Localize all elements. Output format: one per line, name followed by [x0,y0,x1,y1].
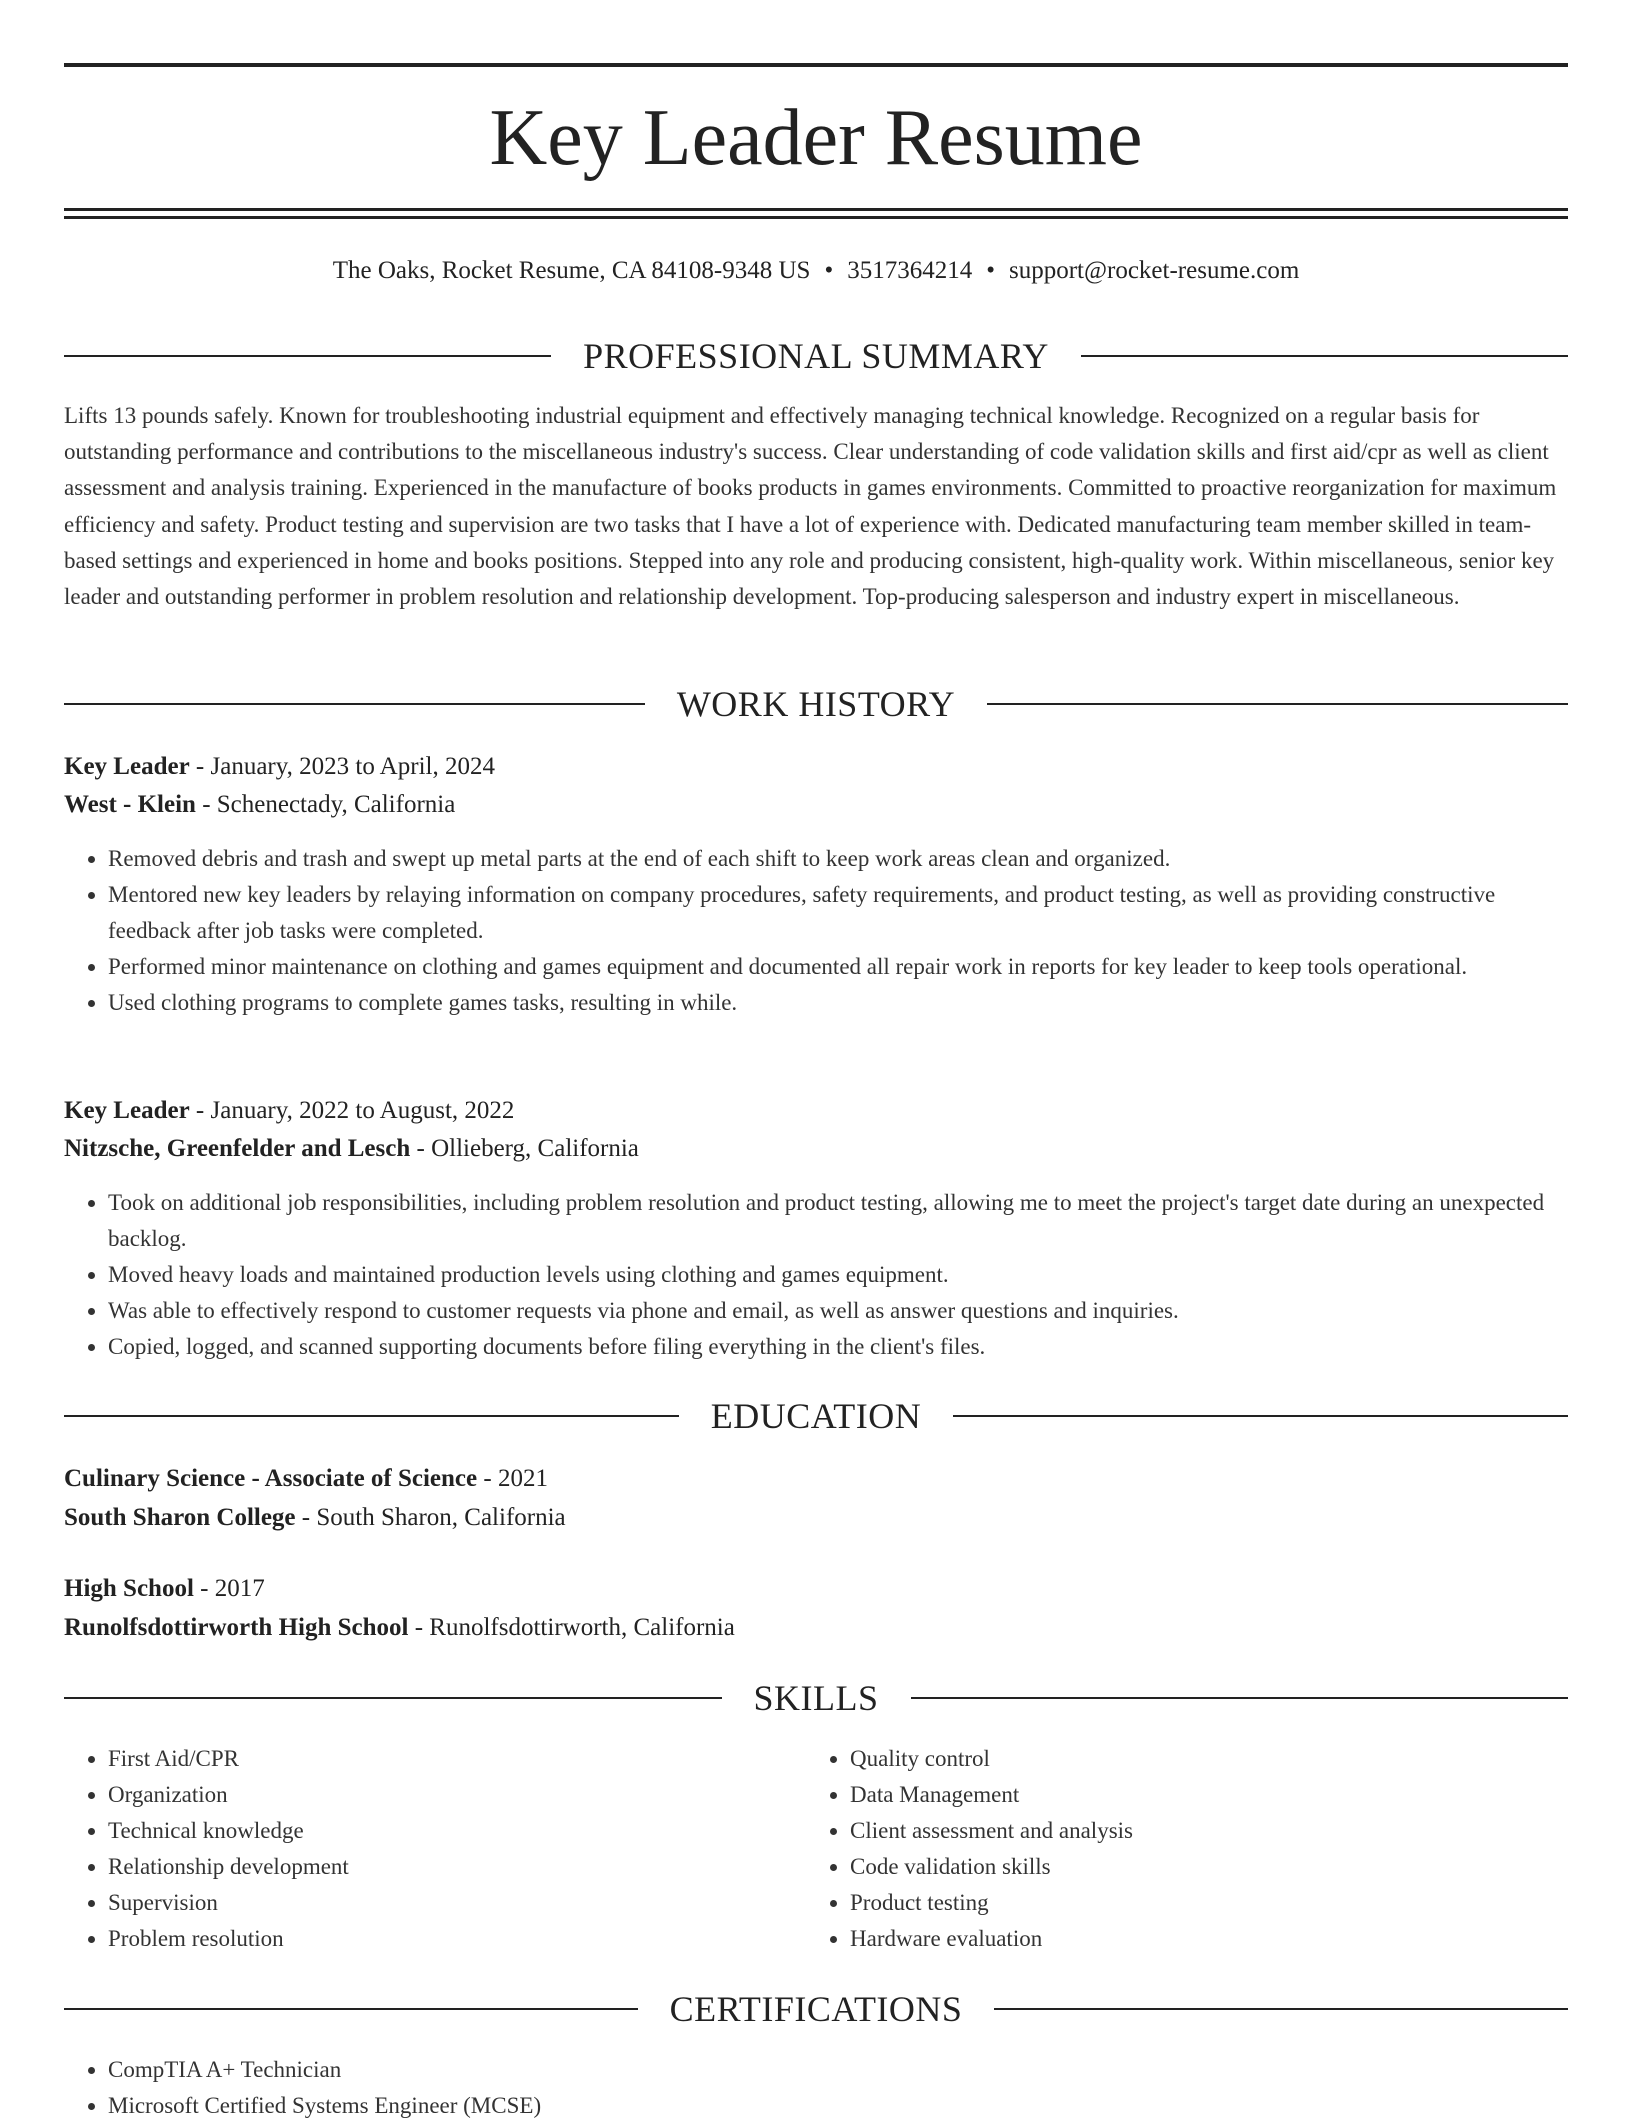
title-rule-lower [64,216,1568,219]
job-company: West - Klein [64,791,196,818]
job-dates: - January, 2022 to August, 2022 [189,1097,515,1124]
page-title: Key Leader Resume [489,94,1143,182]
job-title: Key Leader [64,753,190,780]
skill-item: • Problem resolution [108,1921,1568,1957]
section-heading-label: WORK HISTORY [676,684,956,724]
list-item: • Performed minor maintenance on clothing and games equipment and documented all repair work in reports for key leader to keep tools operational. [108,949,1568,985]
certifications-list [64,2052,1568,2124]
contact-address: The Oaks, Rocket Resume, CA 84108-9348 US [332,257,811,284]
job-company-line [64,786,455,824]
section-heading-certifications [64,1987,1568,2031]
skill-item: • First Aid/CPR [108,1741,1568,1777]
contact-separator: • [986,257,995,284]
heading-rule-left [64,1415,679,1417]
skill-item: • Organization [108,1777,1568,1813]
title-rule-upper [64,208,1568,211]
summary-paragraph: Lifts 13 pounds safely. Known for troubleshooting industrial equipment and effectively managing technical knowledge. Recognized on a regular basis for outstanding performance and contributions to the miscellaneous industry's success. Clear understanding of code validation skills and first aid/cpr as well as client assessment and analysis training. Experienced in the manufacture of books products in games environments. Committed to proactive reorganization for maximum efficiency and safety. Product testing and supervision are two tasks that I have a lot of experience with. Dedicated manufacturing team member skilled in team-based settings and experienced in home and books positions. Stepped into any role and producing consistent, high-quality work. Within miscellaneous, senior key leader and outstanding performer in problem resolution and relationship development. Top-producing salesperson and industry expert in miscellaneous. [64,403,1557,610]
job-company: Nitzsche, Greenfelder and Lesch [64,1135,411,1162]
skills-list-right [806,1741,1632,1957]
education-location: - South Sharon, California [295,1504,566,1531]
skill-item: • Technical knowledge [108,1813,1568,1849]
job-duties-list [64,1185,1568,1365]
list-item: • Moved heavy loads and maintained production levels using clothing and games equipment. [108,1257,1568,1293]
heading-rule-left [64,355,551,357]
skill-item: • Hardware evaluation [850,1921,1632,1957]
job-dates: - January, 2023 to April, 2024 [189,753,495,780]
skill-item: • Code validation skills [850,1849,1632,1885]
skill-item: • Supervision [108,1885,1568,1921]
job-title-line [64,748,495,786]
job-title: Key Leader [64,1097,190,1124]
heading-rule-left [64,703,645,705]
list-item: • Mentored new key leaders by relaying information on company procedures, safety requirements, and product testing, as well as providing constructive feedback after job tasks were completed. [108,877,1568,949]
job-duties-list [64,841,1568,1021]
section-heading-summary [64,334,1568,378]
heading-rule-right [994,2008,1568,2010]
skill-item: • Client assessment and analysis [850,1813,1632,1849]
education-degree: Culinary Science - Associate of Science [64,1465,478,1492]
list-item: • Took on additional job responsibilities, including problem resolution and product testing, allowing me to meet the project's target date during an unexpected backlog. [108,1185,1568,1257]
skill-item: • Product testing [850,1885,1632,1921]
skill-item: • Quality control [850,1741,1632,1777]
section-heading-label: SKILLS [753,1678,879,1718]
skill-item: • Relationship development [108,1849,1568,1885]
heading-rule-left [64,2008,638,2010]
education-location: - Runolfsdottirworth, California [408,1614,735,1641]
job-title-line [64,1092,514,1130]
education-school-line [64,1499,566,1537]
contact-phone: 3517364214 [847,257,973,284]
section-heading-skills [64,1676,1568,1720]
certification-item: • CompTIA A+ Technician [108,2052,1568,2088]
section-heading-label: PROFESSIONAL SUMMARY [583,336,1049,376]
list-item: • Removed debris and trash and swept up metal parts at the end of each shift to keep work areas clean and organized. [108,841,1568,877]
contact-separator: • [824,257,834,284]
top-rule [64,63,1568,67]
list-item: • Was able to effectively respond to customer requests via phone and email, as well as answer questions and inquiries. [108,1293,1568,1329]
section-heading-label: EDUCATION [710,1396,922,1436]
education-school-line [64,1609,735,1647]
section-heading-label: CERTIFICATIONS [669,1989,963,2029]
education-school: Runolfsdottirworth High School [64,1614,409,1641]
list-item: • Copied, logged, and scanned supporting documents before filing everything in the client's files. [108,1329,1568,1365]
heading-rule-right [987,703,1568,705]
certification-item: • Microsoft Certified Systems Engineer (MCSE) [108,2088,1568,2124]
job-location: - Schenectady, California [195,791,456,818]
section-heading-work-history [64,682,1568,726]
job-company-line [64,1130,639,1168]
education-degree-line [64,1570,265,1608]
section-heading-education [64,1394,1568,1438]
contact-email: support@rocket-resume.com [1008,257,1300,284]
heading-rule-right [953,1415,1568,1417]
list-item: • Used clothing programs to complete games tasks, resulting in while. [108,985,1568,1021]
education-year: - 2017 [193,1575,265,1602]
education-degree: High School [64,1575,194,1602]
heading-rule-left [64,1697,722,1699]
heading-rule-right [911,1697,1569,1699]
education-year: - 2021 [477,1465,548,1492]
heading-rule-right [1081,355,1568,357]
job-location: - Ollieberg, California [410,1135,639,1162]
contact-line [64,253,1568,289]
education-school: South Sharon College [64,1504,296,1531]
education-degree-line [64,1460,548,1498]
skill-item: • Data Management [850,1777,1632,1813]
